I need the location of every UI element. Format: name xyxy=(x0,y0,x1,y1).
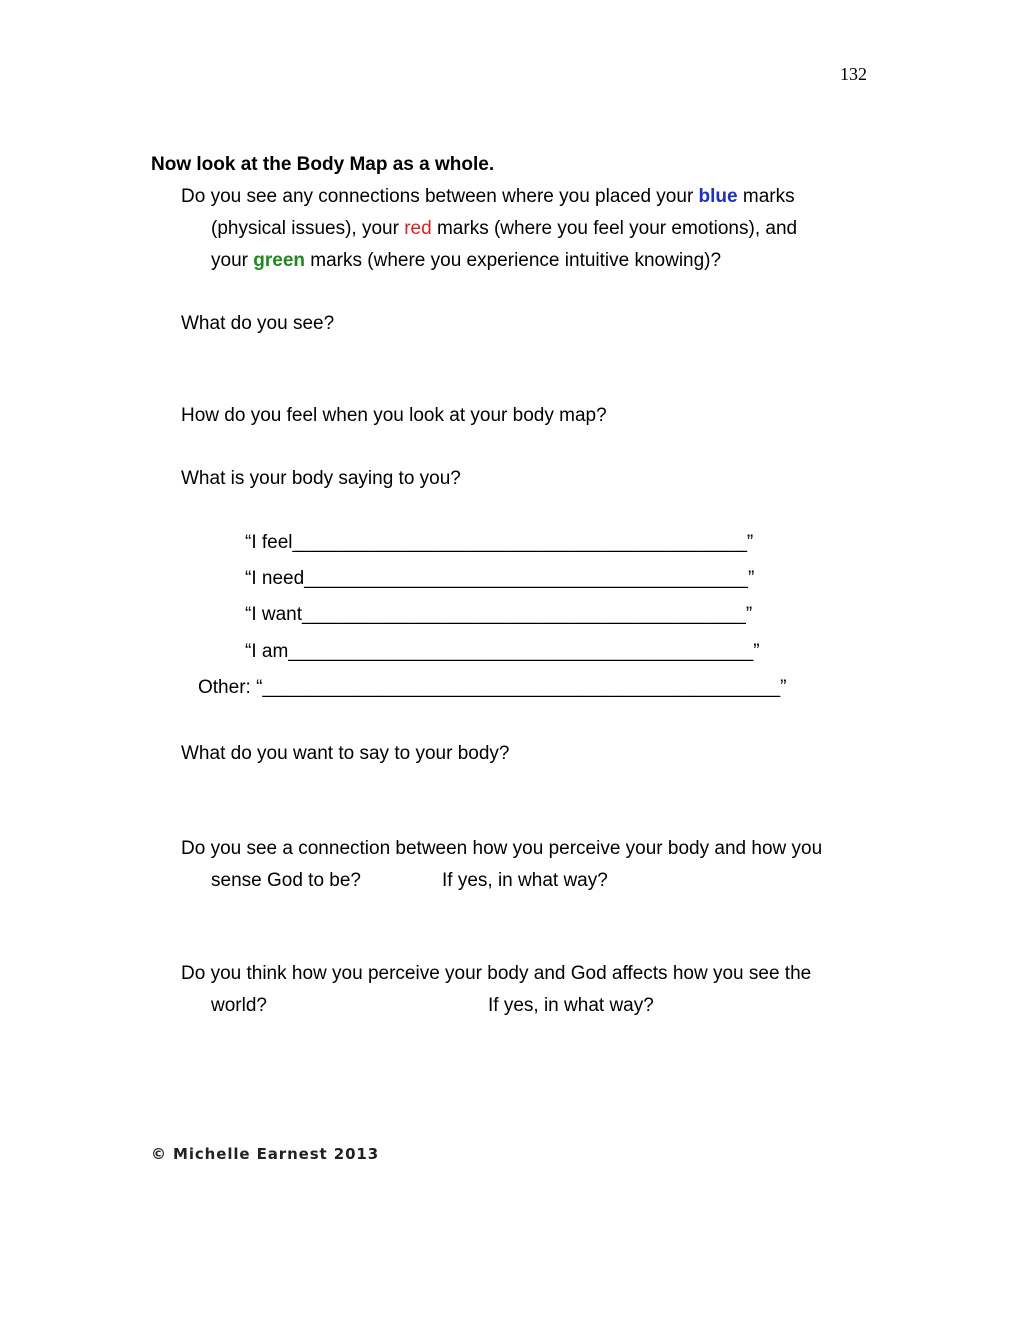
text: marks xyxy=(737,186,795,207)
connections-question-line-2 xyxy=(211,218,797,240)
question-god-if-yes: If yes, in what way? xyxy=(442,870,608,891)
text: marks (where you feel your emotions), and xyxy=(431,218,798,239)
section-heading: Now look at the Body Map as a whole. xyxy=(151,154,495,175)
connections-question-line-1 xyxy=(181,186,795,208)
copyright-footer: © Michelle Earnest 2013 xyxy=(151,1145,380,1163)
question-world-line-2: world? xyxy=(211,995,267,1016)
green-word: green xyxy=(253,250,305,271)
page-number: 132 xyxy=(840,64,867,84)
question-god-line-1: Do you see a connection between how you perceive your body and how you xyxy=(181,838,823,859)
question-god-line-2: sense God to be? xyxy=(211,870,361,891)
prompt-i-need: “I need__________________________________________” xyxy=(245,568,755,589)
question-world-line-1: Do you think how you perceive your body and God affects how you see the xyxy=(181,963,812,984)
red-word: red xyxy=(404,218,432,239)
blue-word: blue xyxy=(698,186,738,207)
question-body-saying: What is your body saying to you? xyxy=(181,468,461,489)
text: your xyxy=(211,250,254,271)
prompt-i-want: “I want__________________________________________” xyxy=(245,604,753,625)
text: Do you see any connections between where you placed your xyxy=(181,186,699,207)
prompt-other: Other: “_________________________________________________” xyxy=(198,677,787,698)
question-how-feel: How do you feel when you look at your body map? xyxy=(181,405,607,426)
text: marks (where you experience intuitive knowing)? xyxy=(305,250,722,271)
prompt-i-am: “I am____________________________________________” xyxy=(245,641,760,662)
prompt-i-feel: “I feel___________________________________________” xyxy=(245,532,754,553)
text: (physical issues), your xyxy=(211,218,405,239)
question-what-see: What do you see? xyxy=(181,313,335,334)
connections-question-line-3 xyxy=(211,250,721,272)
question-say-to-body: What do you want to say to your body? xyxy=(181,743,510,764)
question-world-if-yes: If yes, in what way? xyxy=(488,995,654,1016)
